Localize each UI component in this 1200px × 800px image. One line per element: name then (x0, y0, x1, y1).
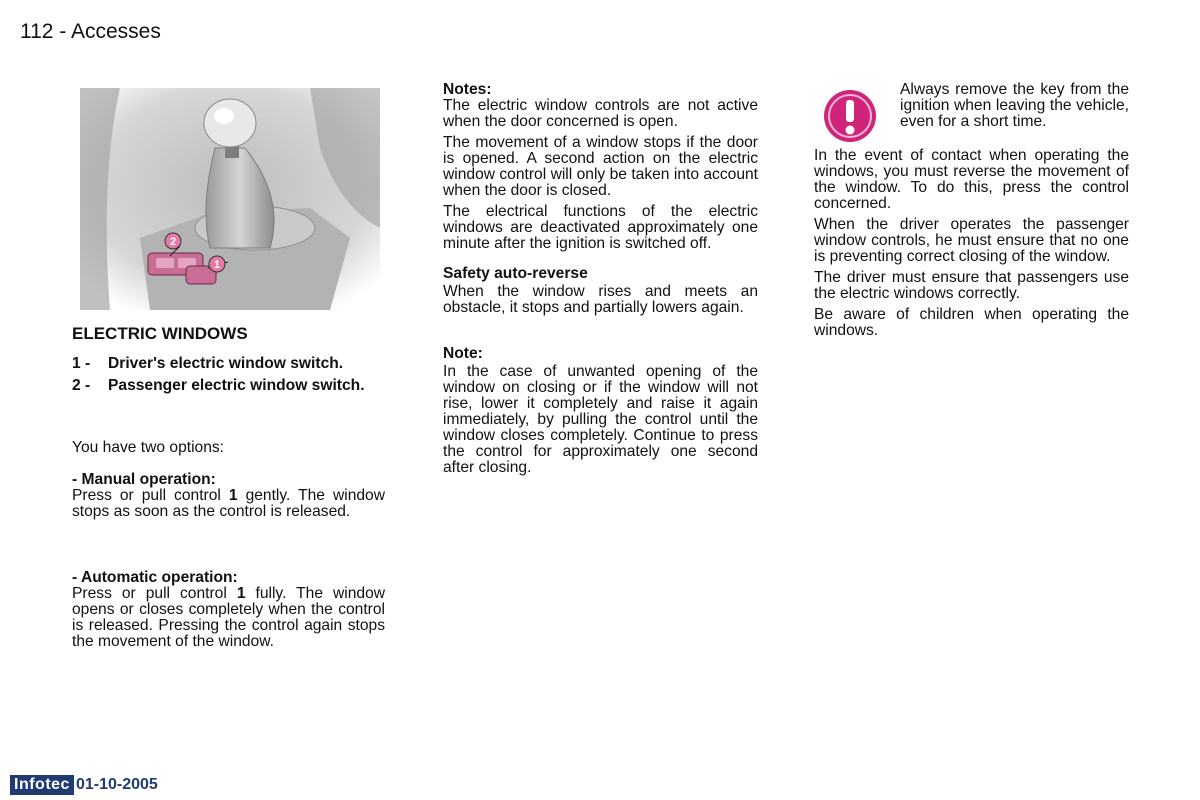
page-number: 112 (20, 20, 54, 43)
note-text: In the case of unwanted opening of the window on closing or if the window will not rise, lower it completely and raise it again immediately, by pulling the control until the window closes completely. Continue to press the control for approximately one second after closing. (443, 363, 758, 476)
list-item: 1 - Driver's electric window switch. (72, 355, 344, 372)
safety-paragraph: When the driver operates the passenger window controls, he must ensure that no one is preventing correct closing of the window. (814, 216, 1129, 265)
warning-box (814, 82, 1129, 144)
column-left (72, 326, 385, 655)
notes-paragraph: The electric window controls are not active when the door concerned is open. (443, 97, 758, 130)
warning-text: Always remove the key from the ignition when leaving the vehicle, even for a short time. (900, 81, 1129, 130)
footer (10, 775, 158, 795)
column-right (814, 82, 1129, 344)
gear-console-illustration (80, 88, 380, 310)
page-header (20, 20, 161, 44)
section-title: Accesses (71, 20, 161, 43)
callout-label-2: 2 (169, 236, 177, 248)
footer-date: 01-10-2005 (75, 776, 158, 793)
safety-paragraph: In the event of contact when operating the windows, you must reverse the movement of the window. To do this, press the control concerned. (814, 147, 1129, 212)
safety-paragraph: Be aware of children when operating the windows. (814, 306, 1129, 339)
section-heading: ELECTRIC WINDOWS (72, 324, 248, 343)
manual-heading: - Manual operation: (72, 471, 216, 488)
manual-text: Press or pull control 1 gently. The window stops as soon as the control is released. (72, 487, 385, 520)
safety-text: When the window rises and meets an obstacle, it stops and partially lowers again. (443, 283, 758, 316)
column-middle (443, 82, 758, 481)
safety-paragraph: The driver must ensure that passengers use the electric windows correctly. (814, 269, 1129, 302)
notes-paragraph: The movement of a window stops if the door is opened. A second action on the electric window control will only be taken into account when the door is closed. (443, 134, 758, 199)
auto-text: Press or pull control 1 fully. The window opens or closes completely when the control is released. Pressing the control again stops the movement of the window. (72, 585, 385, 650)
intro-text: You have two options: (72, 439, 225, 456)
callout-label-1: 1 (213, 259, 221, 271)
safety-heading: Safety auto-reverse (443, 265, 588, 282)
list-item: 2 - Passenger electric window switch. (72, 377, 365, 394)
notes-paragraph: The electrical functions of the electric windows are deactivated approximately one minute after the ignition is switched off. (443, 203, 758, 252)
note-heading: Note: (443, 345, 483, 362)
infotec-logo: Infotec (10, 775, 74, 795)
warning-icon (822, 88, 878, 144)
notes-heading: Notes: (443, 81, 492, 98)
header-separator: - (53, 20, 71, 43)
auto-heading: - Automatic operation: (72, 569, 238, 586)
